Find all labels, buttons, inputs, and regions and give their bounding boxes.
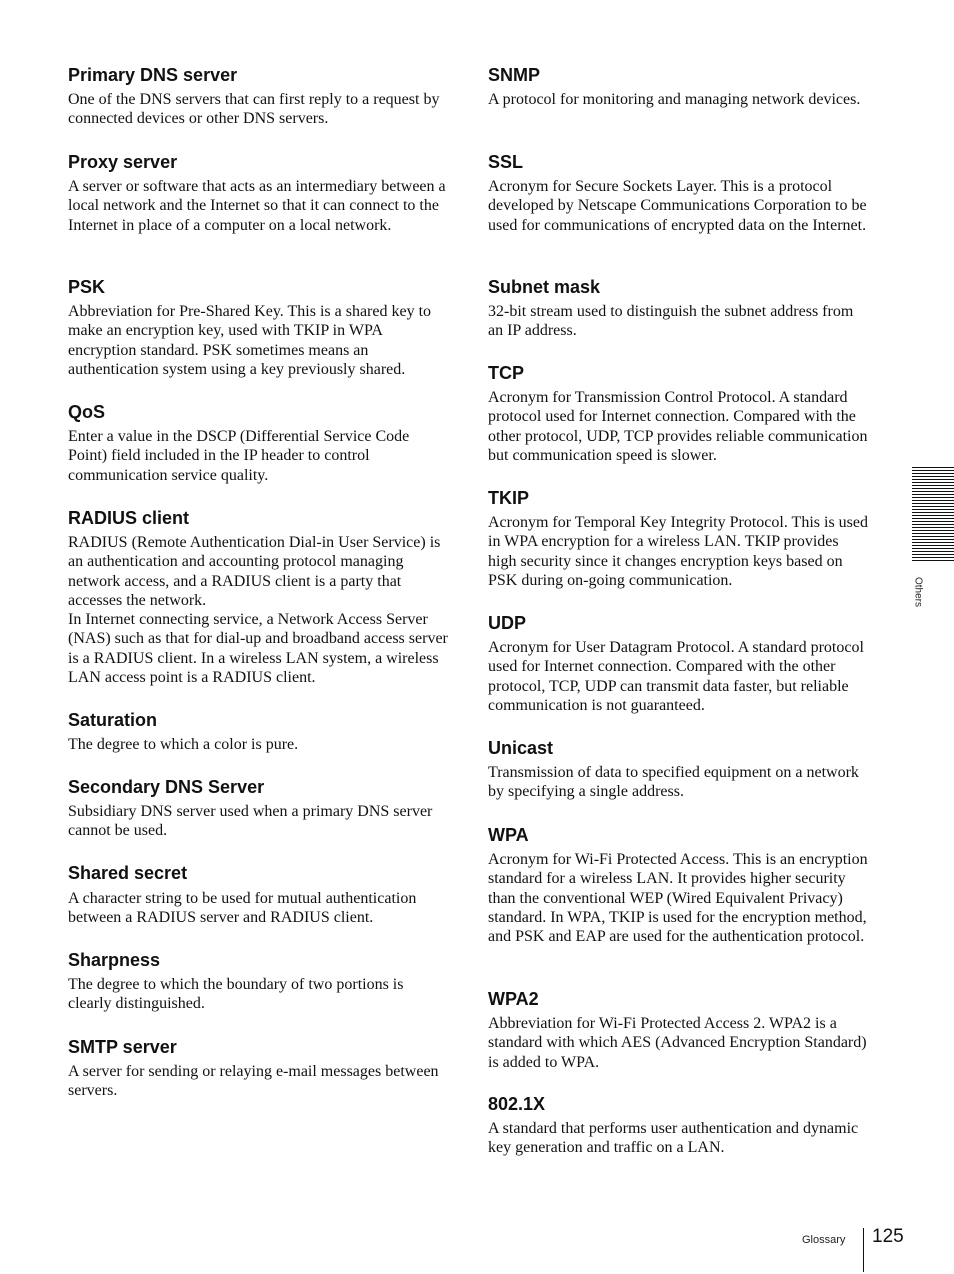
glossary-term-802-1x: 802.1X (488, 1094, 546, 1114)
glossary-term-tkip: TKIP (488, 488, 530, 508)
glossary-definition-unicast: Transmission of data to specified equipment on a network by specifying a single address. (488, 764, 859, 801)
glossary-term-subnet-mask: Subnet mask (488, 277, 601, 297)
glossary-term-tcp: TCP (488, 363, 524, 383)
footer-section-label: Glossary (802, 1234, 846, 1246)
glossary-term-shared-secret: Shared secret (68, 863, 188, 883)
glossary-term-smtp-server: SMTP server (68, 1037, 177, 1057)
footer-divider (863, 1228, 864, 1272)
glossary-definition-smtp-server: A server for sending or relaying e-mail messages between servers. (68, 1063, 439, 1100)
glossary-term-secondary-dns-server: Secondary DNS Server (68, 777, 265, 797)
glossary-definition-proxy-server: A server or software that acts as an intermediary between a local network and the Internet so that it can connect to the Internet in place of a computer on a local network. (68, 178, 446, 234)
glossary-definition-wpa2: Abbreviation for Wi-Fi Protected Access 2. WPA2 is a standard with which AES (Advanced Encryption Standard) is added to WPA. (488, 1015, 867, 1071)
glossary-term-proxy-server: Proxy server (68, 152, 178, 172)
glossary-definition-ssl: Acronym for Secure Sockets Layer. This is a protocol developed by Netscape Communications Corporation to be used for communications of encrypted data on the Internet. (488, 178, 867, 234)
glossary-definition-802-1x: A standard that performs user authentication and dynamic key generation and traffic on a LAN. (488, 1120, 859, 1157)
glossary-definition-radius-client: RADIUS (Remote Authentication Dial-in User Service) is an authentication and accounting protocol managing network access, and a RADIUS client is a party that accesses the network. In Internet connecting service, a Network Access Server (NAS) such as that for dial-up and broadband access server is a RADIUS client. In a wireless LAN system, a wireless LAN access point is a RADIUS client. (68, 534, 448, 687)
glossary-term-wpa2: WPA2 (488, 989, 539, 1009)
glossary-term-wpa: WPA (488, 825, 529, 845)
glossary-definition-secondary-dns-server: Subsidiary DNS server used when a primary DNS server cannot be used. (68, 803, 433, 840)
side-tab-label: Others (912, 576, 924, 608)
glossary-term-primary-dns-server: Primary DNS server (68, 65, 238, 85)
glossary-term-snmp: SNMP (488, 65, 541, 85)
glossary-definition-snmp: A protocol for monitoring and managing network devices. (488, 91, 861, 108)
glossary-definition-qos: Enter a value in the DSCP (Differential Service Code Point) field included in the IP header to control communication service quality. (68, 428, 410, 484)
section-tab-marker (912, 467, 954, 561)
glossary-term-unicast: Unicast (488, 738, 554, 758)
glossary-definition-sharpness: The degree to which the boundary of two portions is clearly distinguished. (68, 976, 404, 1013)
glossary-definition-tcp: Acronym for Transmission Control Protocol. A standard protocol used for Internet connection. Compared with the other protocol, UDP, TCP provides reliable communication but communication speed is slower. (488, 389, 868, 464)
glossary-term-psk: PSK (68, 277, 106, 297)
glossary-definition-shared-secret: A character string to be used for mutual authentication between a RADIUS server and RADIUS client. (68, 890, 417, 927)
glossary-term-udp: UDP (488, 613, 527, 633)
glossary-definition-psk: Abbreviation for Pre-Shared Key. This is a shared key to make an encryption key, used with TKIP in WPA encryption standard. PSK sometimes means an authentication system using a key previously shared. (68, 303, 432, 378)
glossary-term-saturation: Saturation (68, 710, 158, 730)
glossary-term-radius-client: RADIUS client (68, 508, 190, 528)
glossary-definition-udp: Acronym for User Datagram Protocol. A standard protocol used for Internet connection. Compared with the other protocol, TCP, UDP can transmit data faster, but reliable communication is not guaranteed. (488, 639, 864, 714)
glossary-term-qos: QoS (68, 402, 106, 422)
glossary-term-ssl: SSL (488, 152, 524, 172)
page-number: 125 (872, 1226, 904, 1247)
glossary-definition-tkip: Acronym for Temporal Key Integrity Protocol. This is used in WPA encryption for a wireless LAN. TKIP provides high security since it changes encryption keys based on PSK during on-going communication. (488, 514, 868, 589)
glossary-term-sharpness: Sharpness (68, 950, 161, 970)
glossary-definition-saturation: The degree to which a color is pure. (68, 736, 299, 753)
glossary-definition-primary-dns-server: One of the DNS servers that can first reply to a request by connected devices or other DNS servers. (68, 91, 440, 128)
glossary-definition-subnet-mask: 32-bit stream used to distinguish the subnet address from an IP address. (488, 303, 854, 340)
glossary-definition-wpa: Acronym for Wi-Fi Protected Access. This is an encryption standard for a wireless LAN. It provides higher security than the conventional WEP (Wired Equivalent Privacy) standard. In WPA, TKIP is used for the encryption method, and PSK and EAP are used for the authentication protocol. (488, 851, 868, 946)
